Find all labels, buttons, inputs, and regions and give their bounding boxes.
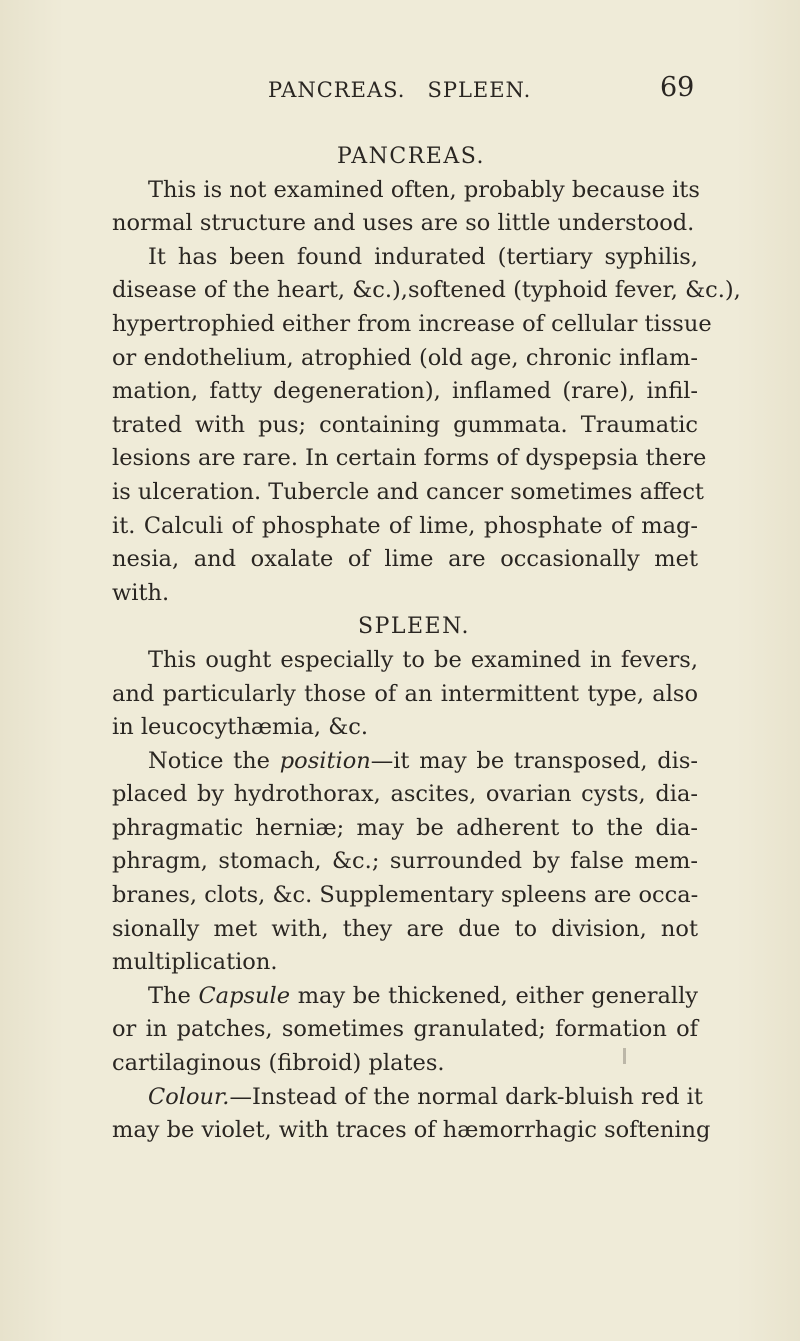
- text-run: may be thickened, either generally: [297, 982, 698, 1009]
- text-line: lesions are rare. In certain forms of dyspepsia there: [112, 445, 707, 472]
- running-head-right: SPLEEN.: [427, 78, 532, 102]
- text-line: or endothelium, atrophied (old age, chronic inflam-: [112, 344, 698, 371]
- text-line: disease of the heart, &c.),softened (typhoid fever, &c.),: [112, 277, 741, 304]
- text-run: —it may be transposed, dis-: [370, 747, 699, 774]
- italic-term-capsule: Capsule: [198, 982, 291, 1009]
- text-line: in leucocythæmia, &c.: [112, 714, 369, 741]
- text-line: and particularly those of an intermittent type, also: [112, 680, 698, 707]
- text-line: normal structure and uses are so little understood.: [112, 210, 695, 237]
- text-line: with.: [112, 579, 170, 606]
- section-heading-pancreas: PANCREAS.: [336, 144, 486, 169]
- text-run: The: [148, 982, 191, 1009]
- running-head: [268, 78, 531, 102]
- text-line: may be violet, with traces of hæmorrhagic softening: [112, 1117, 711, 1144]
- italic-term-colour: Colour.: [148, 1083, 230, 1110]
- text-line: or in patches, sometimes granulated; formation of: [112, 1016, 698, 1043]
- text-line: cartilaginous (fibroid) plates.: [112, 1050, 445, 1077]
- text-line: This is not examined often, probably because its: [148, 176, 700, 203]
- section-heading-spleen: SPLEEN.: [358, 614, 470, 640]
- body-text: [112, 140, 741, 1148]
- page-number: 69: [660, 72, 695, 103]
- text-line: [112, 1081, 703, 1115]
- text-run: —Instead of the normal dark-bluish red it: [229, 1083, 703, 1110]
- text-line: nesia, and oxalate of lime are occasionally met: [112, 546, 698, 573]
- text-line: phragm, stomach, &c.; surrounded by false mem-: [112, 848, 698, 875]
- text-line: it. Calculi of phosphate of lime, phosphate of mag-: [112, 512, 698, 539]
- text-line: This ought especially to be examined in fevers,: [148, 646, 698, 673]
- text-line: hypertrophied either from increase of cellular tissue: [112, 310, 712, 337]
- text-line: multiplication.: [112, 949, 278, 976]
- ink-speck: [623, 1048, 626, 1064]
- text-line: [112, 745, 698, 779]
- running-head-left: PANCREAS.: [268, 78, 406, 102]
- text-line: trated with pus; containing gummata. Traumatic: [112, 411, 698, 438]
- text-line: [112, 980, 698, 1014]
- text-line: branes, clots, &c. Supplementary spleens are occa-: [112, 882, 699, 909]
- text-line: It has been found indurated (tertiary syphilis,: [148, 243, 698, 270]
- text-line: sionally met with, they are due to division, not: [112, 915, 698, 942]
- text-line: placed by hydrothorax, ascites, ovarian cysts, dia-: [112, 781, 698, 808]
- text-line: mation, fatty degeneration), inflamed (rare), infil-: [112, 378, 698, 405]
- text-run: Notice the: [148, 747, 270, 774]
- italic-term-position: position: [279, 747, 371, 774]
- text-line: phragmatic herniæ; may be adherent to the dia-: [112, 814, 698, 841]
- text-line: is ulceration. Tubercle and cancer sometimes affect: [112, 478, 704, 505]
